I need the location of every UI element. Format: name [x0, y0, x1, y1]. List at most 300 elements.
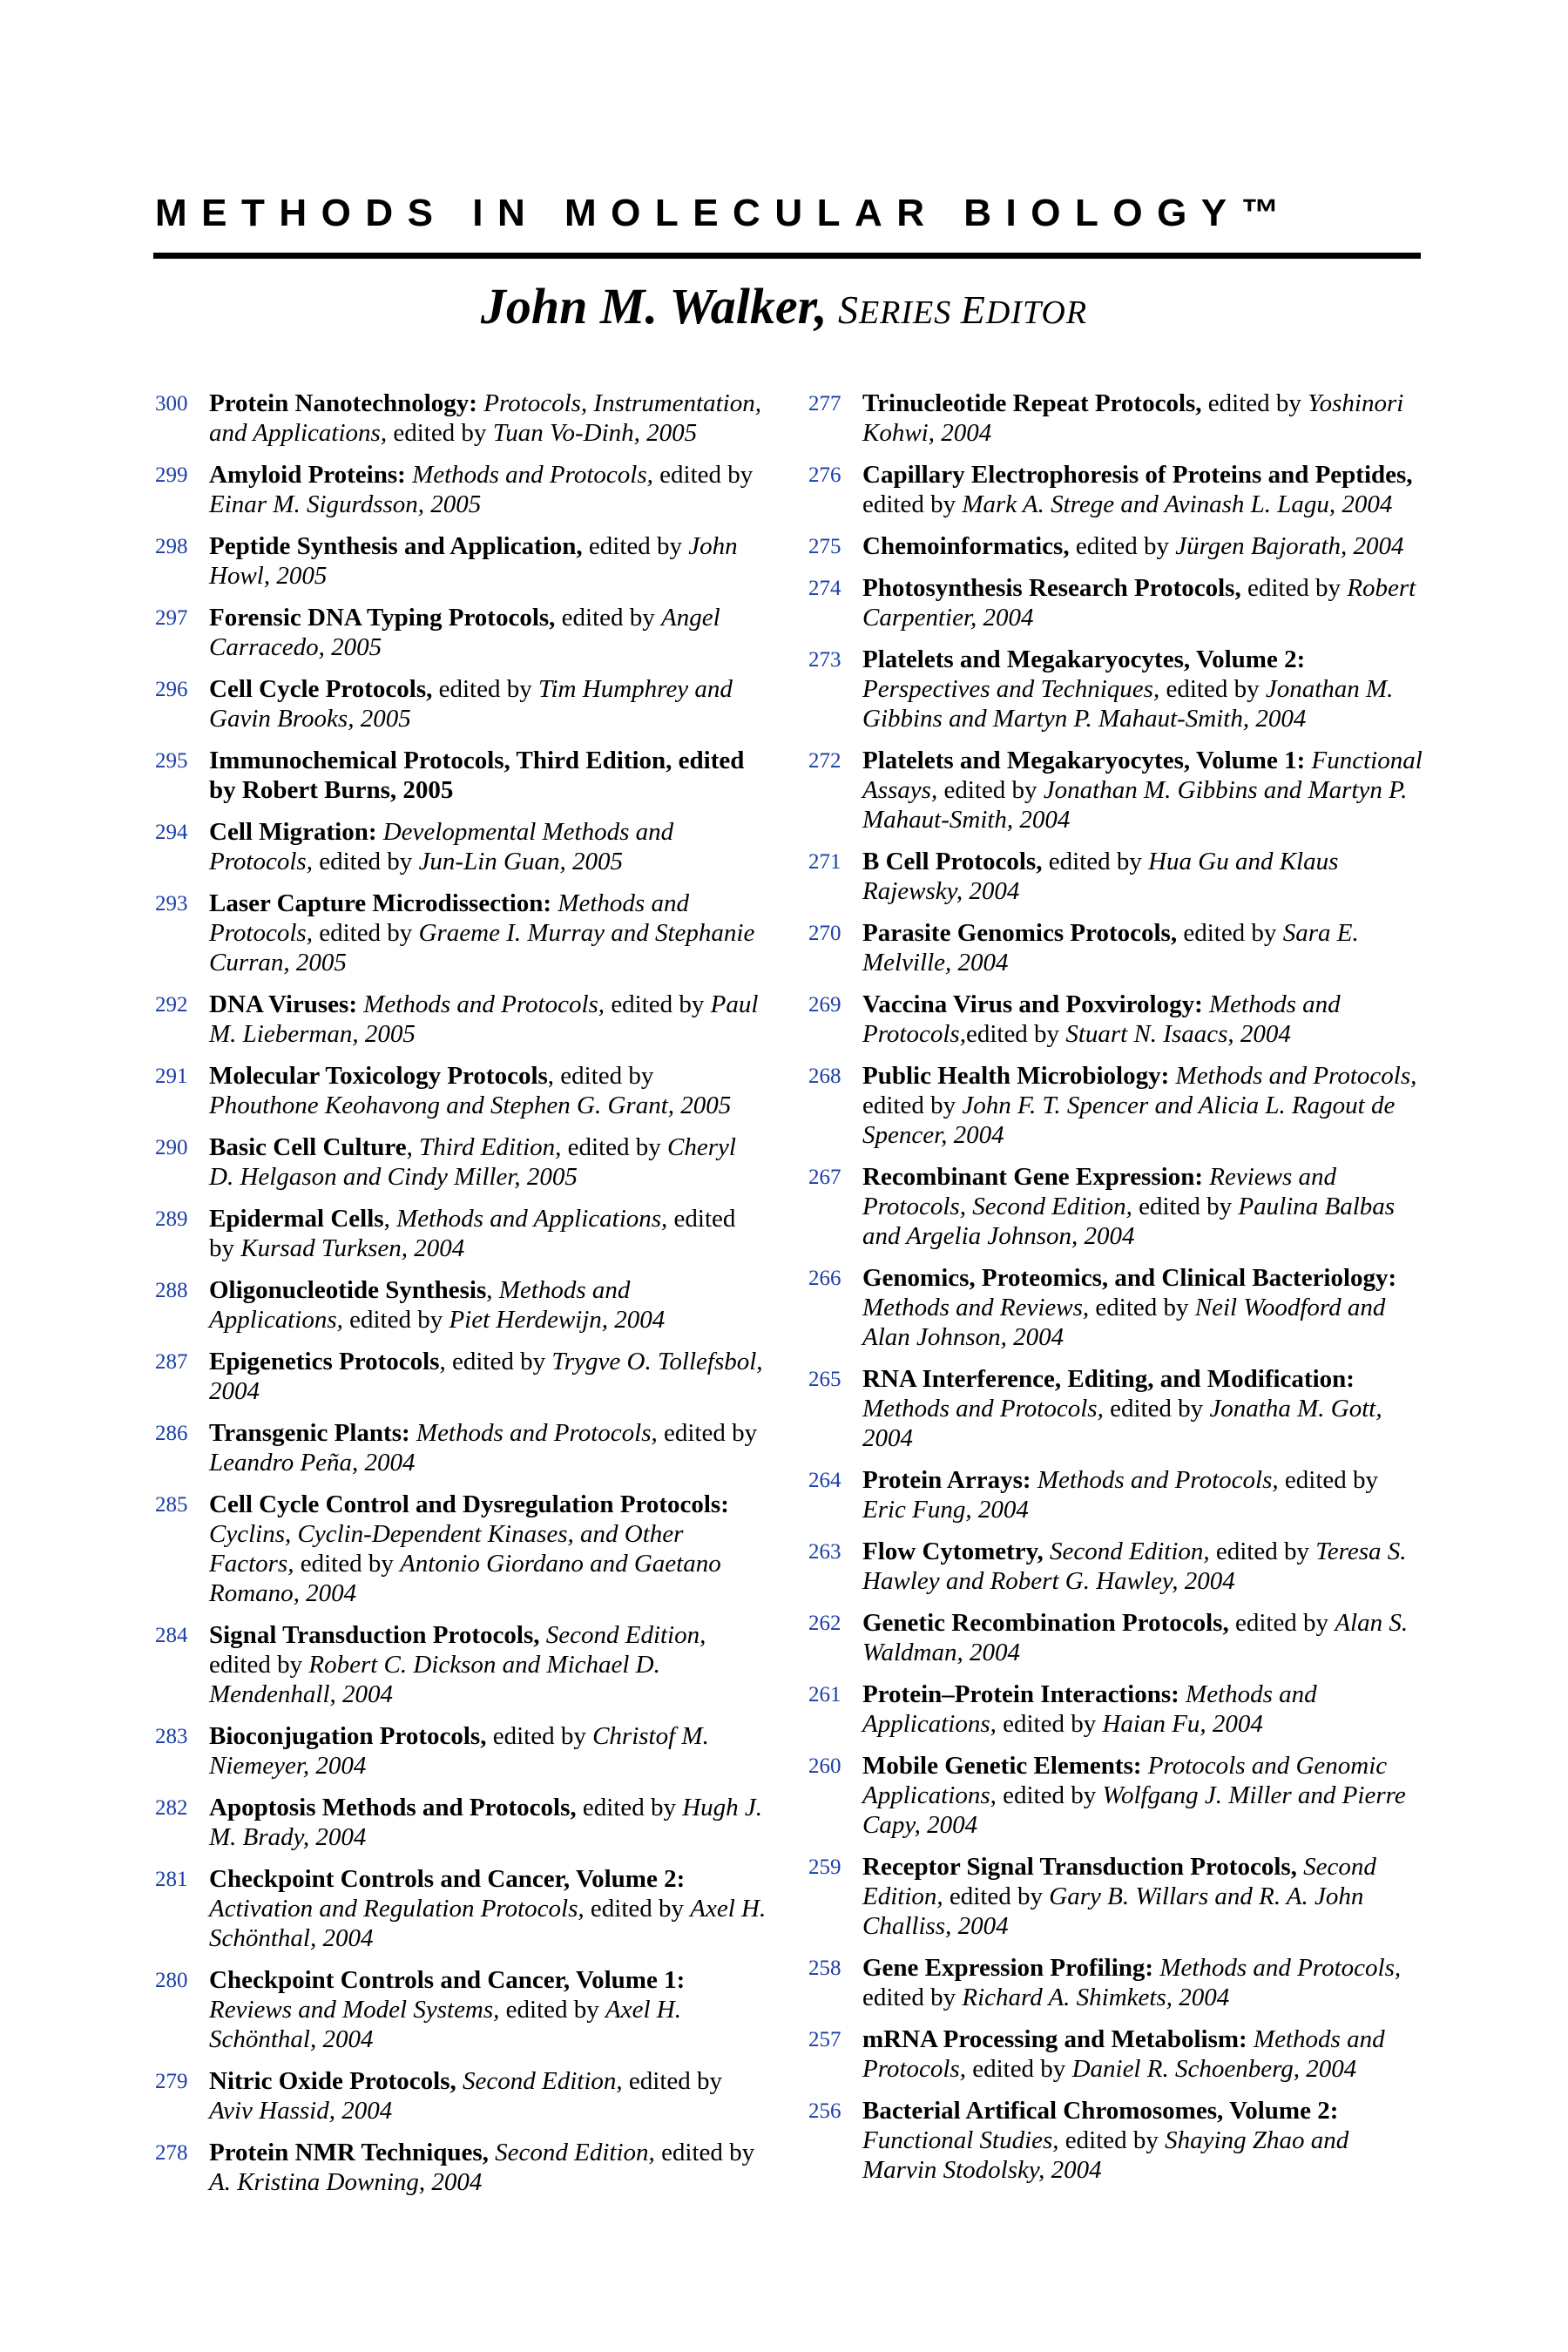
right-column	[808, 389, 1427, 2197]
plain-text: edited by	[1058, 2126, 1166, 2154]
book-title: Vaccina Virus and Poxvirology:	[862, 990, 1209, 1018]
book-entry	[808, 1061, 1427, 1150]
book-title: Cell Cycle Protocols,	[209, 675, 433, 703]
volume-number: 272	[808, 749, 841, 773]
italic-text: Jürgen Bajorath, 2004	[1175, 532, 1404, 560]
italic-text: Methods and Applications,	[396, 1205, 668, 1233]
italic-text: Tuan Vo-Dinh, 2005	[492, 419, 698, 447]
book-title: Checkpoint Controls and Cancer, Volume 2:	[209, 1865, 686, 1893]
entry-text	[209, 1794, 762, 1851]
italic-text: Methods and Applications,	[209, 1276, 631, 1334]
plain-text: edited by	[943, 1882, 1050, 1910]
italic-text: Methods and Protocols,	[862, 990, 1341, 1048]
volume-number: 288	[155, 1279, 188, 1302]
book-entry	[808, 1680, 1427, 1739]
book-entry	[808, 460, 1427, 519]
book-title: Cell Migration:	[209, 818, 383, 846]
entry-text	[209, 889, 754, 977]
italic-text: Phouthone Keohavong and Stephen G. Grant, 2005	[209, 1092, 732, 1119]
entry-text	[862, 1365, 1382, 1452]
plain-text: edited by	[996, 1781, 1103, 1809]
book-entry	[808, 1364, 1427, 1453]
italic-text: John Howl, 2005	[209, 532, 738, 590]
italic-text: Paul M. Lieberman, 2005	[209, 990, 759, 1048]
book-entry	[808, 847, 1427, 906]
volume-number: 273	[808, 648, 841, 672]
italic-text: Yoshinori Kohwi, 2004	[862, 389, 1404, 447]
plain-text: edited by	[652, 461, 754, 489]
italic-text: Reviews and Protocols, Second Edition,	[862, 1163, 1336, 1220]
entry-text	[862, 2025, 1385, 2083]
book-title: Cell Cycle Control and Dysregulation Protocols:	[209, 1490, 729, 1518]
plain-text: edited by	[576, 1794, 683, 1821]
book-entry	[155, 603, 767, 662]
entry-text	[209, 1621, 706, 1708]
volume-number: 282	[155, 1796, 188, 1820]
plain-text: edited by	[209, 1205, 736, 1262]
entry-text	[209, 990, 758, 1048]
plain-text: edited by	[1042, 848, 1149, 875]
volume-number: 292	[155, 993, 188, 1017]
plain-text: , edited by	[439, 1348, 552, 1375]
book-entry	[155, 1204, 767, 1263]
italic-text: Cyclins, Cyclin-Dependent Kinases, and Other Factors,	[209, 1520, 684, 1578]
entry-text	[862, 919, 1359, 977]
italic-text: Jun-Lin Guan, 2005	[418, 848, 623, 875]
book-entry	[155, 1620, 767, 1709]
book-title: Apoptosis Methods and Protocols,	[209, 1794, 577, 1821]
italic-text: Gary B. Willars and R. A. John Challiss, 2004	[862, 1882, 1364, 1940]
italic-text: Reviews and Model Systems,	[209, 1996, 500, 2024]
book-title: Oligonucleotide Synthesis	[209, 1276, 487, 1304]
volume-number: 290	[155, 1136, 188, 1159]
italic-text: Angel Carracedo, 2005	[209, 604, 720, 661]
volume-number: 297	[155, 606, 188, 630]
italic-text: Methods and Applications,	[862, 1680, 1317, 1738]
italic-text: Eric Fung, 2004	[862, 1496, 1029, 1524]
italic-text: Jonatha M. Gott, 2004	[862, 1395, 1382, 1452]
italic-text: Haian Fu, 2004	[1102, 1710, 1263, 1738]
volume-number: 300	[155, 392, 188, 416]
italic-text: Robert Carpentier, 2004	[862, 574, 1416, 632]
plain-text: ,	[406, 1133, 420, 1161]
book-entry	[155, 817, 767, 876]
entry-text	[862, 848, 1338, 905]
plain-text: ,	[383, 1205, 397, 1233]
italic-text: Piet Herdewijn, 2004	[449, 1306, 666, 1334]
entry-text	[209, 1966, 685, 2053]
entry-text	[862, 1609, 1408, 1666]
italic-text: A. Kristina Downing, 2004	[209, 2168, 483, 2196]
entry-text	[209, 1490, 729, 1607]
book-title: Capillary Electrophoresis of Proteins and Peptides,	[862, 461, 1413, 489]
italic-text: Antonio Giordano and Gaetano Romano, 2004	[209, 1550, 721, 1607]
volume-number: 284	[155, 1624, 188, 1647]
italic-text: Second Edition,	[495, 2139, 655, 2166]
volume-number: 294	[155, 821, 188, 844]
left-column	[155, 389, 767, 2209]
volume-number: 298	[155, 535, 188, 558]
volume-number: 270	[808, 922, 841, 945]
book-title: Transgenic Plants:	[209, 1419, 416, 1447]
plain-text: edited by	[862, 1984, 963, 2011]
plain-text: edited by	[1159, 675, 1266, 703]
entry-text	[209, 747, 744, 804]
italic-text: Methods and Protocols,	[209, 889, 689, 947]
book-entry	[808, 1751, 1427, 1840]
book-entry	[808, 990, 1427, 1049]
volume-number: 275	[808, 535, 841, 558]
book-title: Basic Cell Culture	[209, 1133, 407, 1161]
plain-text: edited by	[862, 490, 963, 518]
volume-number: 276	[808, 463, 841, 487]
volume-number: 264	[808, 1469, 841, 1492]
plain-text: edited by	[1201, 389, 1308, 417]
book-entry	[808, 531, 1427, 561]
italic-text: Teresa S. Hawley and Robert G. Hawley, 2004	[862, 1538, 1407, 1595]
book-title: Epidermal Cells	[209, 1205, 384, 1233]
book-title: Recombinant Gene Expression:	[862, 1163, 1210, 1191]
entry-text	[862, 1466, 1378, 1524]
italic-text: Second Edition,	[545, 1621, 706, 1649]
entry-text	[862, 461, 1413, 518]
entry-text	[209, 461, 753, 518]
book-title: Platelets and Megakaryocytes, Volume 1:	[862, 747, 1312, 774]
book-title: Nitric Oxide Protocols,	[209, 2067, 463, 2095]
book-entry	[155, 1132, 767, 1192]
italic-text: Methods and Protocols,	[1175, 1062, 1417, 1090]
italic-text: Christof M. Niemeyer, 2004	[209, 1722, 709, 1780]
book-entry	[155, 889, 767, 977]
italic-text: Methods and Protocols,	[416, 1419, 658, 1447]
book-entry	[808, 1852, 1427, 1941]
volume-number: 295	[155, 749, 188, 773]
book-title: Receptor Signal Transduction Protocols,	[862, 1853, 1304, 1881]
italic-text: Jonathan M. Gibbins and Martyn P. Mahaut-Smith, 2004	[862, 776, 1408, 834]
book-entry	[808, 2024, 1427, 2084]
plain-text: edited by	[1240, 574, 1348, 602]
italic-text: Stuart N. Isaacs, 2004	[1065, 1020, 1291, 1048]
book-title: Molecular Toxicology Protocols	[209, 1062, 548, 1090]
italic-text: Functional Studies,	[862, 2126, 1059, 2154]
italic-text: Protocols, Instrumentation, and Applications,	[209, 389, 761, 447]
italic-text: Richard A. Shimkets, 2004	[962, 1984, 1230, 2011]
book-title: Forensic DNA Typing Protocols,	[209, 604, 556, 632]
italic-text: Second Edition,	[862, 1853, 1376, 1910]
plain-text: edited by	[312, 919, 419, 947]
volume-number: 261	[808, 1683, 841, 1707]
plain-text: edited by	[1089, 1294, 1195, 1321]
book-title: Mobile Genetic Elements:	[862, 1752, 1148, 1780]
entry-text	[862, 1062, 1416, 1149]
entry-text	[862, 1538, 1407, 1595]
book-title: Immunochemical Protocols, Third Edition, edited by Robert Burns, 2005	[209, 747, 745, 804]
volume-number: 260	[808, 1754, 841, 1778]
book-title: Laser Capture Microdissection:	[209, 889, 558, 917]
book-entry	[808, 1608, 1427, 1667]
entry-text	[209, 818, 673, 875]
entry-text	[209, 604, 720, 661]
book-entry	[155, 1721, 767, 1781]
book-entry	[155, 1275, 767, 1335]
book-title: Protein NMR Techniques,	[209, 2139, 496, 2166]
plain-text: edited by	[342, 1306, 449, 1334]
entry-text	[209, 2139, 754, 2196]
entry-text	[862, 1163, 1395, 1250]
book-title: Protein–Protein Interactions:	[862, 1680, 1186, 1708]
italic-text: Alan S. Waldman, 2004	[862, 1609, 1409, 1666]
italic-text: Functional Assays,	[862, 747, 1423, 804]
italic-text: Cheryl D. Helgason and Cindy Miller, 2005	[209, 1133, 736, 1191]
entry-text	[862, 1264, 1396, 1351]
book-title: Platelets and Megakaryocytes, Volume 2:	[862, 645, 1306, 673]
italic-text: Kursad Turksen, 2004	[240, 1234, 465, 1262]
plain-text: edited by	[862, 1092, 963, 1119]
entry-text	[862, 990, 1341, 1048]
book-title: Bioconjugation Protocols,	[209, 1722, 487, 1750]
entry-text	[862, 2097, 1348, 2184]
book-title: Chemoinformatics,	[862, 532, 1070, 560]
volume-number: 267	[808, 1166, 841, 1189]
entry-text	[862, 574, 1416, 632]
book-entry	[808, 1953, 1427, 2012]
book-title: B Cell Protocols,	[862, 848, 1043, 875]
plain-text: edited by	[1132, 1193, 1239, 1220]
book-entry	[155, 1347, 767, 1406]
book-entry	[155, 674, 767, 733]
book-entry	[808, 645, 1427, 733]
plain-text: edited by	[499, 1996, 606, 2024]
book-entry	[155, 1061, 767, 1120]
book-title: Checkpoint Controls and Cancer, Volume 1:	[209, 1966, 686, 1994]
entry-text	[862, 389, 1403, 447]
volume-number: 263	[808, 1540, 841, 1564]
plain-text: , edited by	[547, 1062, 654, 1090]
editor-role: SERIES EDITOR	[837, 287, 1088, 332]
volume-number: 279	[155, 2070, 188, 2093]
book-entry	[155, 2138, 767, 2197]
book-entry	[155, 1965, 767, 2054]
plain-text: edited by	[1069, 532, 1176, 560]
book-title: Photosynthesis Research Protocols,	[862, 574, 1241, 602]
book-entry	[808, 1263, 1427, 1352]
plain-text: edited by	[1278, 1466, 1378, 1494]
italic-text: Developmental Methods and Protocols,	[209, 818, 674, 875]
volume-number: 291	[155, 1064, 188, 1088]
book-entry	[808, 573, 1427, 632]
book-title: Epigenetics Protocols	[209, 1348, 440, 1375]
entry-text	[209, 1722, 709, 1780]
entry-text	[209, 1133, 736, 1191]
plain-text: edited by	[1103, 1395, 1210, 1423]
book-entry	[155, 1793, 767, 1852]
plain-text: edited by	[654, 2139, 755, 2166]
book-entry	[155, 2066, 767, 2126]
volume-number: 287	[155, 1350, 188, 1374]
entry-text	[209, 1348, 763, 1405]
entry-text	[209, 1205, 735, 1262]
book-title: Genomics, Proteomics, and Clinical Bacteriology:	[862, 1264, 1397, 1292]
entry-text	[862, 1853, 1376, 1940]
entry-text	[209, 1865, 766, 1952]
volume-number: 262	[808, 1612, 841, 1635]
italic-text: Daniel R. Schoenberg, 2004	[1071, 2055, 1357, 2083]
volume-number: 274	[808, 577, 841, 600]
book-title: Peptide Synthesis and Application,	[209, 532, 583, 560]
book-title: RNA Interference, Editing, and Modification:	[862, 1365, 1355, 1393]
plain-text: edited by	[555, 604, 662, 632]
book-title: Parasite Genomics Protocols,	[862, 919, 1178, 947]
book-title: Public Health Microbiology:	[862, 1062, 1176, 1090]
plain-text: edited by	[312, 848, 419, 875]
book-title: Flow Cytometry,	[862, 1538, 1051, 1565]
italic-text: Methods and Protocols,	[412, 461, 653, 489]
italic-text: John F. T. Spencer and Alicia L. Ragout de Spencer, 2004	[862, 1092, 1396, 1149]
book-entry	[808, 746, 1427, 835]
volume-number: 281	[155, 1868, 188, 1891]
plain-text: edited by	[605, 990, 711, 1018]
italic-text: Neil Woodford and Alan Johnson, 2004	[862, 1294, 1386, 1351]
volume-number: 277	[808, 392, 841, 416]
plain-text: edited by	[622, 2067, 723, 2095]
entry-text	[209, 532, 738, 590]
italic-text: Second Edition,	[463, 2067, 623, 2095]
book-entry	[155, 460, 767, 519]
plain-text: edited by	[582, 532, 689, 560]
italic-text: Hugh J. M. Brady, 2004	[209, 1794, 763, 1851]
volume-number: 286	[155, 1422, 188, 1445]
volume-number: 299	[155, 463, 188, 487]
italic-text: Methods and Reviews,	[862, 1294, 1090, 1321]
volume-number: 283	[155, 1725, 188, 1748]
plain-text: edited by	[584, 1895, 691, 1923]
entry-text	[862, 1752, 1406, 1839]
plain-text: edited by	[209, 1651, 309, 1679]
italic-text: Third Edition,	[419, 1133, 562, 1161]
plain-text: edited by	[996, 1710, 1103, 1738]
plain-text: edited by	[387, 419, 493, 447]
plain-text: edited by	[432, 675, 538, 703]
italic-text: Methods and Protocols,	[1037, 1466, 1279, 1494]
volume-number: 280	[155, 1969, 188, 1992]
book-title: Protein Nanotechnology:	[209, 389, 484, 417]
volume-number: 268	[808, 1064, 841, 1088]
italic-text: Protocols and Genomic Applications,	[862, 1752, 1388, 1809]
plain-text: edited by	[657, 1419, 758, 1447]
book-title: DNA Viruses:	[209, 990, 364, 1018]
italic-text: Perspectives and Techniques,	[862, 675, 1160, 703]
entry-text	[209, 1276, 665, 1334]
italic-text: Activation and Regulation Protocols,	[209, 1895, 585, 1923]
entry-text	[862, 1954, 1401, 2011]
book-entry	[155, 746, 767, 805]
italic-text: Methods and Protocols,	[363, 990, 605, 1018]
plain-text: ,	[486, 1276, 499, 1304]
book-title: mRNA Processing and Metabolism:	[862, 2025, 1254, 2053]
header-rule	[153, 253, 1421, 259]
entry-text	[209, 675, 733, 733]
entry-text	[209, 1062, 731, 1119]
volume-number: 269	[808, 993, 841, 1017]
book-title: Genetic Recombination Protocols,	[862, 1609, 1229, 1637]
plain-text: edited by	[965, 1020, 1066, 1048]
italic-text: Aviv Hassid, 2004	[209, 2097, 393, 2125]
plain-text: edited by	[1177, 919, 1283, 947]
series-editor-line	[0, 277, 1568, 335]
italic-text: Graeme I. Murray and Stephanie Curran, 2005	[209, 919, 755, 977]
book-title: Bacterial Artifical Chromosomes, Volume 2:	[862, 2097, 1339, 2125]
volume-number: 278	[155, 2141, 188, 2165]
book-title: Gene Expression Profiling:	[862, 1954, 1160, 1982]
entry-text	[862, 747, 1423, 834]
entry-text	[209, 1419, 757, 1477]
book-title: Signal Transduction Protocols,	[209, 1621, 546, 1649]
volume-number: 266	[808, 1267, 841, 1290]
plain-text: edited by	[965, 2055, 1072, 2083]
book-entry	[155, 1418, 767, 1477]
book-title: Trinucleotide Repeat Protocols,	[862, 389, 1202, 417]
entry-text	[209, 2067, 722, 2125]
italic-text: Einar M. Sigurdsson, 2005	[209, 490, 482, 518]
italic-text: Paulina Balbas and Argelia Johnson, 2004	[862, 1193, 1396, 1250]
book-entry	[155, 531, 767, 591]
plain-text: edited by	[561, 1133, 668, 1161]
italic-text: Axel H. Schönthal, 2004	[209, 1996, 681, 2053]
volume-number: 289	[155, 1207, 188, 1231]
volume-number: 258	[808, 1957, 841, 1980]
book-entry	[808, 918, 1427, 977]
book-entry	[155, 1490, 767, 1608]
volume-number: 285	[155, 1493, 188, 1517]
volume-number: 296	[155, 678, 188, 701]
volume-number: 271	[808, 850, 841, 874]
entry-text	[862, 1680, 1317, 1738]
volume-number: 256	[808, 2099, 841, 2123]
entry-text	[862, 645, 1393, 733]
book-entry	[808, 2096, 1427, 2185]
book-entry	[808, 1537, 1427, 1596]
italic-text: Wolfgang J. Miller and Pierre Capy, 2004	[862, 1781, 1406, 1839]
editor-name: John M. Walker,	[480, 278, 828, 335]
plain-text: edited by	[1228, 1609, 1335, 1637]
italic-text: Methods and Protocols,	[862, 2025, 1385, 2083]
volume-number: 259	[808, 1855, 841, 1879]
italic-text: Hua Gu and Klaus Rajewsky, 2004	[862, 848, 1339, 905]
book-entry	[808, 1465, 1427, 1524]
italic-text: Methods and Protocols,	[862, 1395, 1104, 1423]
plain-text: edited by	[937, 776, 1044, 804]
book-title: Amyloid Proteins:	[209, 461, 413, 489]
plain-text: edited by	[294, 1550, 401, 1578]
entry-text	[862, 532, 1404, 560]
book-title: Protein Arrays:	[862, 1466, 1037, 1494]
italic-text: Shaying Zhao and Marvin Stodolsky, 2004	[862, 2126, 1349, 2184]
italic-text: Leandro Peña, 2004	[209, 1449, 416, 1477]
book-entry	[155, 389, 767, 448]
italic-text: Trygve O. Tollefsbol, 2004	[209, 1348, 763, 1405]
italic-text: Robert C. Dickson and Michael D. Mendenhall, 2004	[209, 1651, 660, 1708]
italic-text: Jonathan M. Gibbins and Martyn P. Mahaut-Smith, 2004	[862, 675, 1394, 733]
italic-text: Mark A. Strege and Avinash L. Lagu, 2004	[962, 490, 1393, 518]
book-entry	[808, 1162, 1427, 1251]
volume-number: 293	[155, 892, 188, 916]
plain-text: edited by	[1209, 1538, 1316, 1565]
series-title: METHODS IN MOLECULAR BIOLOGY™	[155, 192, 1294, 234]
volume-number: 265	[808, 1368, 841, 1391]
volume-number: 257	[808, 2028, 841, 2051]
italic-text: Axel H. Schönthal, 2004	[209, 1895, 767, 1952]
entry-text	[209, 389, 761, 447]
